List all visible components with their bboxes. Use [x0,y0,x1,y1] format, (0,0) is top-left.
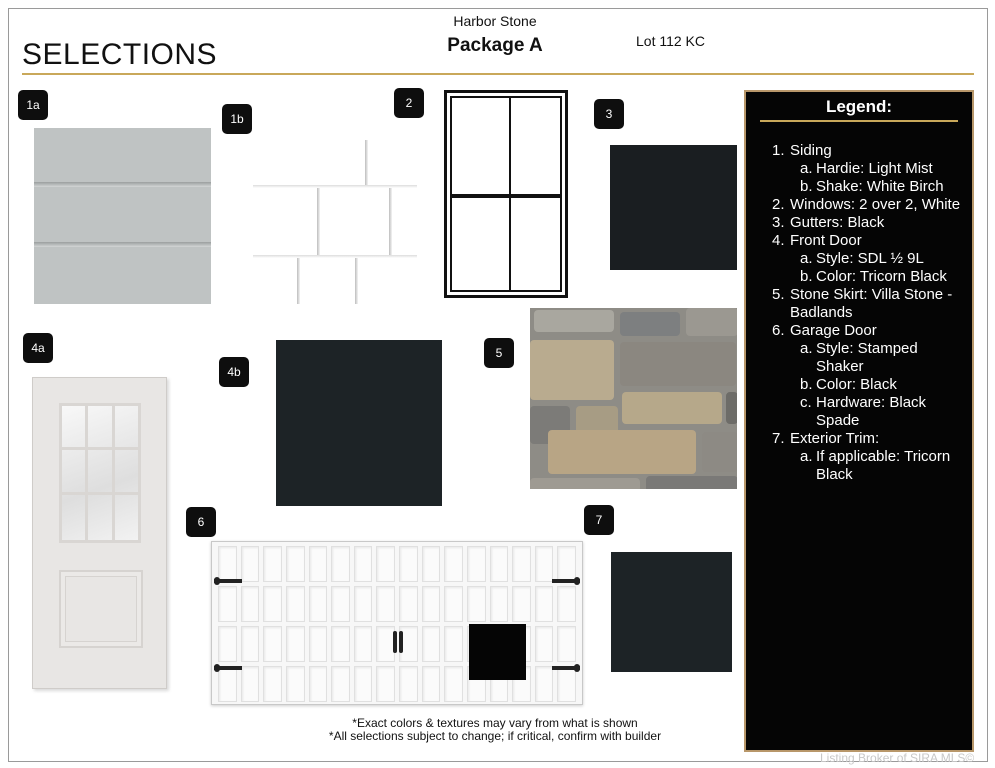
legend-item: a. If applicable: Tricorn Black [800,448,951,483]
gutters-black-swatch [610,145,737,270]
disclaimer-line: *Exact colors & textures may vary from what is shown [352,716,638,730]
legend-item: b. Color: Tricorn Black [800,268,947,285]
stone-skirt-swatch [530,308,737,489]
garage-hinge-icon [214,666,242,670]
front-door-color-swatch [276,340,442,506]
legend-panel [744,90,974,752]
legend-item: a. Hardie: Light Mist [800,160,933,177]
watermark: Listing Broker of SIRA MLS© [820,751,975,765]
page-title: SELECTIONS [22,38,218,71]
garage-door-swatch [211,541,583,705]
garage-handle-icon [393,631,397,653]
legend-item: 6. Garage Door [772,322,877,339]
legend-item: 1. Siding [772,142,832,159]
community-name: Harbor Stone [453,13,537,29]
exterior-trim-swatch [611,552,732,672]
header-divider [22,73,974,75]
legend-item: c. Hardware: Black Spade [800,394,927,429]
disclaimer-note [300,717,690,743]
legend-item: 4. Front Door [772,232,862,249]
tag-5: 5 [484,338,514,368]
lot-number: Lot 112 KC [636,33,706,49]
legend-item: a. Style: SDL ½ 9L [800,250,924,267]
garage-hinge-icon [552,579,580,583]
legend-item: 3. Gutters: Black [772,214,885,231]
garage-handle-icon [399,631,403,653]
package-name: Package A [447,35,543,56]
tag-1a: 1a [18,90,48,120]
disclaimer-line: *All selections subject to change; if critical, confirm with builder [328,729,662,743]
tag-4a: 4a [23,333,53,363]
legend-item: 7. Exterior Trim: [772,430,880,447]
tag-1b: 1b [222,104,252,134]
legend-item: a. Style: Stamped Shaker [800,340,918,375]
hardie-siding-swatch [34,128,211,304]
legend-item: 5. Stone Skirt: Villa Stone - Badlands [772,286,953,321]
legend-item: b. Shake: White Birch [800,178,944,195]
legend-divider [760,120,958,122]
tag-3: 3 [594,99,624,129]
garage-hardware-swatch [469,624,526,680]
legend-title: Legend: [825,97,893,116]
garage-hinge-icon [552,666,580,670]
tag-4b: 4b [219,357,249,387]
window-2-over-2-swatch [444,90,568,298]
tag-7: 7 [584,505,614,535]
tag-6: 6 [186,507,216,537]
shake-siding-swatch [253,140,417,304]
front-door-style-swatch [32,377,167,689]
legend-item: 2. Windows: 2 over 2, White [772,196,961,213]
tag-2: 2 [394,88,424,118]
garage-hinge-icon [214,579,242,583]
legend-item: b. Color: Black [800,376,897,393]
legend-list [772,142,968,484]
